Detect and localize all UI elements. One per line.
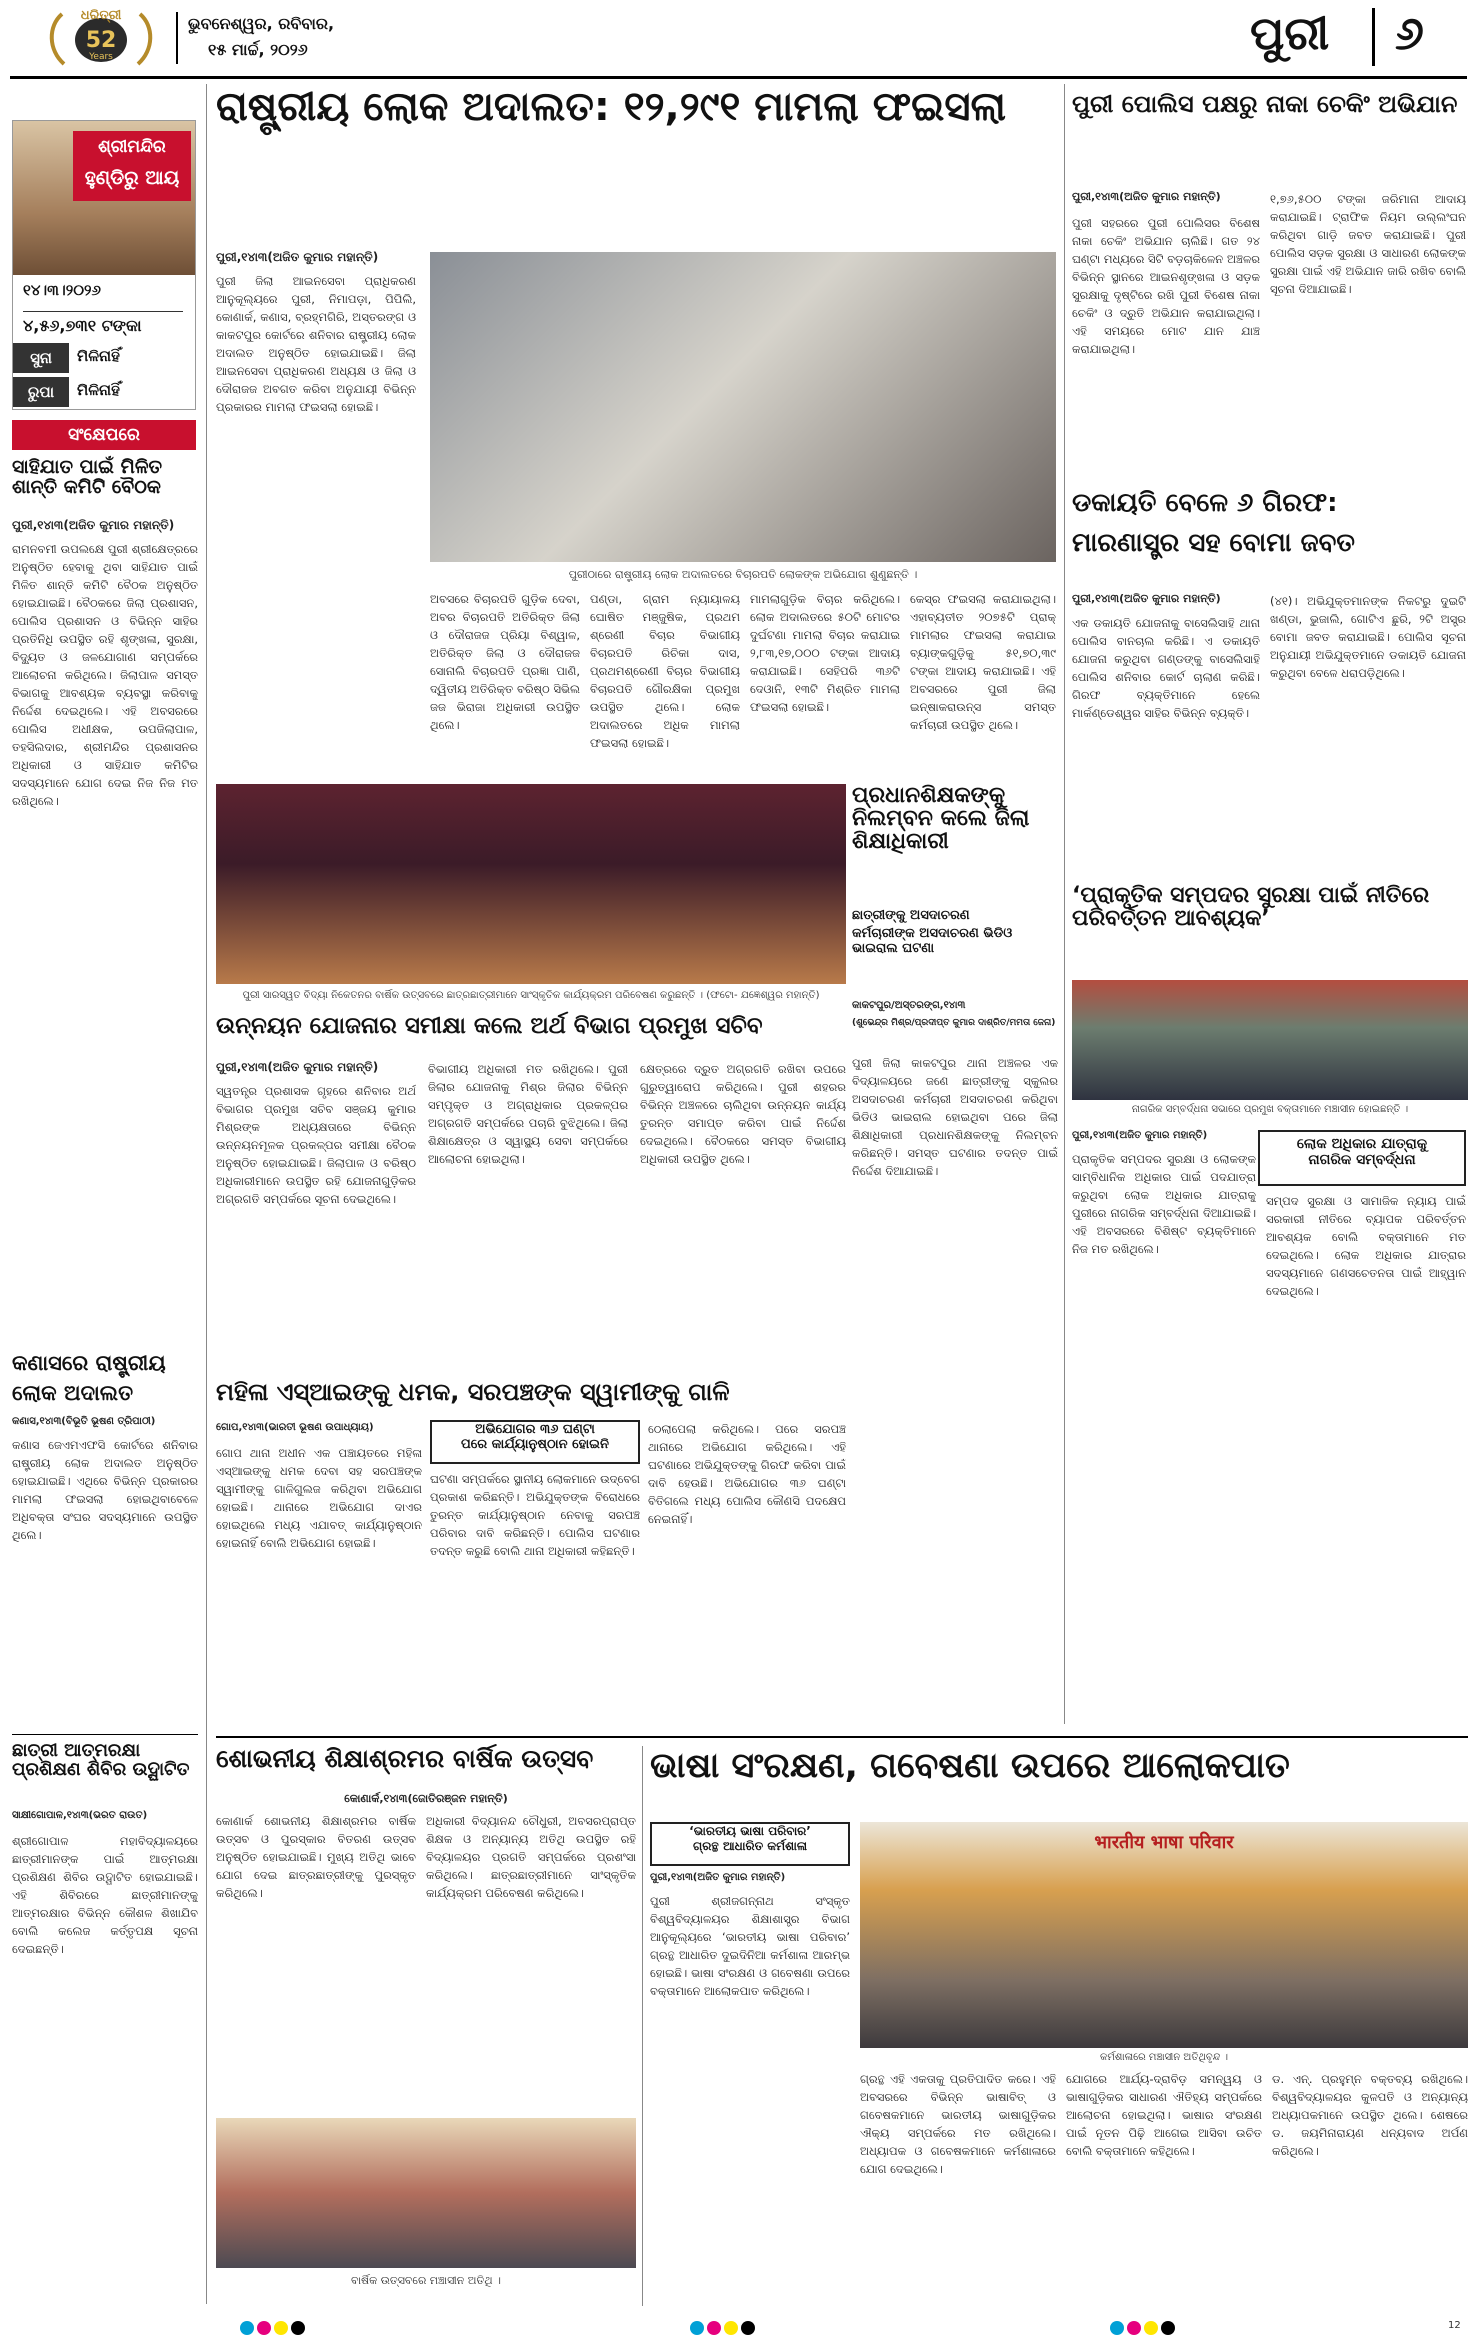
s2-headline: ପୁରୀ ପୋଲିସ ପକ୍ଷରୁ ନାକା ଚେକିଂ ଅଭିଯାନ (1072, 90, 1458, 118)
page-number: ୬ (1395, 6, 1424, 60)
s6-byline: ପୁରୀ,୧୪ା୩(ଅଜିତ କୁମାର ମହାନ୍ତି) (1072, 1130, 1208, 1141)
s1-col-a: ଅବସରେ ବିଚାରପତି ଗୁଡ଼ିକ ଦେବା, ଅବର ବିଚାରପତି ଅତିରିକ୍ତ ଜିଲା ଓ ଦୌରାଜଜ ପ୍ରିୟା ବିଶ୍ୱାଳ, ଅତିରିକ୍ତ ଜିଲା ଓ ଦୌରାଜଜ ସୋନାଲି ବିଚାରପତି ପ୍ରଜ୍ଞା ପାଣି, ଦ୍ୱିତୀୟ ଅତିରିକ୍ତ ବରିଷ୍ଠ ସିଭିଲ ଜଜ ଭିରାଜା ଅଧିକାରୀ ଉପସ୍ଥିତ ଥିଲେ। (430, 592, 580, 732)
s3-headline-line-2: ମାରଣାସ୍ତ୍ର ସହ ବୋମା ଜବତ (1072, 528, 1355, 558)
s11-photo (216, 2118, 636, 2268)
s2-body-a: ପୁରୀ ସହରରେ ପୁରୀ ପୋଲିସର ବିଶେଷ ନାକା ଚେକିଂ ଅଭିଯାନ ଚାଲିଛି। ଗତ ୨୪ ଘଣ୍ଟା ମଧ୍ୟରେ ସିଟି ବଡ଼ଚାକିଳେନ ଅଞ୍ଚଳର ବିଭିନ୍ନ ସ୍ଥାନରେ ଆଇନଶୃଙ୍ଖଳା ଓ ସଡ଼କ ସୁରକ୍ଷାକୁ ଦୃଷ୍ଟିରେ ରଖି ପୁରୀ ବିଶେଷ ନାକା ଚେକିଂ ଓ ଦ୍ରୁତି ଅଭିଯାନ କରାଯାଇଥିଲା। ଏହି ସମୟରେ ମୋଟ ଯାନ ଯାଞ୍ଚ କରାଯାଇଥିଲା। (1072, 216, 1260, 356)
s1-photo (430, 252, 1056, 562)
s11-body-a: କୋଣାର୍କ ଶୋଭନୀୟ ଶିକ୍ଷାଶ୍ରମର ବାର୍ଷିକ ଉତ୍ସବ ଓ ପୁରସ୍କାର ବିତରଣ ଉତ୍ସବ ଅନୁଷ୍ଠିତ ହୋଇଯାଇଛି। ମୁଖ୍ୟ ଅତିଥି ଭାବେ ଯୋଗ ଦେଇ ଛାତ୍ରଛାତ୍ରୀଙ୍କୁ ପୁରସ୍କୃତ କରିଥିଲେ। (216, 1814, 416, 1900)
masthead-divider (176, 12, 178, 64)
s3-body-a: ଏକ ଡକାୟତି ଯୋଜନାକୁ ବାସେଲିସାହି ଥାନା ପୋଲିସ ବାନଚାଲ କରିଛି। ଏ ଡକାୟତି ଯୋଜନା କରୁଥିବା ଗଣ୍ଡଙ୍କୁ ବାସେଲିସାହି ପୋଲିସ ଶନିବାର କୋର୍ଟ ଚାଲାଣ କରିଛି। ଗିରଫ ବ୍ୟକ୍ତିମାନେ ହେଲେ ମାର୍କଣ୍ଡେଶ୍ୱର ସାହିର ବିଭିନ୍ନ ବ୍ୟକ୍ତି। (1072, 616, 1260, 720)
section-name: ପୁରୀ (1250, 6, 1330, 60)
registration-marks-right (1110, 2320, 1178, 2339)
s11-headline: ଶୋଭନୀୟ ଶିକ୍ଷାଶ୍ରମର ବାର୍ଷିକ ଉତ୍ସବ (216, 1744, 594, 1773)
logo-name: ଧରିତ୍ରୀ (80, 8, 122, 23)
s6-photo (1072, 980, 1468, 1100)
logo-years-label: Years (89, 52, 113, 62)
s12-body-b: ଗ୍ରନ୍ଥ ଏହି ଏକତାକୁ ପ୍ରତିପାଦିତ କରେ। ଏହି ଅବସରରେ ବିଭିନ୍ନ ଭାଷାବିତ୍ ଓ ଗବେଷକମାନେ ଭାରତୀୟ ଭାଷାଗୁଡ଼ିକର ଐକ୍ୟ ସମ୍ପର୍କରେ ମତ ରଖିଥିଲେ। ଅଧ୍ୟାପକ ଓ ଗବେଷକମାନେ କର୍ମଶାଳାରେ ଯୋଗ ଦେଇଥିଲେ। (860, 2072, 1056, 2176)
s6-caption: ନାଗରିକ ସମ୍ବର୍ଦ୍ଧନା ସଭାରେ ପ୍ରମୁଖ ବକ୍ତାମାନେ ମଞ୍ଚାସୀନ ହୋଇଛନ୍ତି । (1131, 1104, 1409, 1115)
s12-body-c: ଯୋଗରେ ଆର୍ଯ୍ୟ-ଦ୍ରାବିଡ଼ ସମନ୍ୱୟ ଓ ଭାଷାଗୁଡ଼ିକର ସାଧାରଣ ଐତିହ୍ୟ ସମ୍ପର୍କରେ ଆଲୋଚନା ହୋଇଥିଲା। ଭାଷାର ସଂରକ୍ଷଣ ପାଇଁ ନୂତନ ପିଢ଼ି ଆଗେଇ ଆସିବା ଉଚିତ ବୋଲି ବକ୍ତାମାନେ କହିଥିଲେ। (1066, 2072, 1262, 2158)
s7-headline-line-1: କଣାସରେ ରାଷ୍ଟ୍ରୀୟ (12, 1351, 166, 1375)
s12-body-d: ଡ. ଏନ୍. ପ୍ରହୁମ୍ନ ବକ୍ତବ୍ୟ ରଖିଥିଲେ। ବିଶ୍ୱବିଦ୍ୟାଳୟର କୁଳପତି ଓ ଅନ୍ୟାନ୍ୟ ଅଧ୍ୟାପକମାନେ ଉପସ୍ଥିତ ଥିଲେ। ଶେଷରେ ଡ. ଜୟମିନାରାୟଣ ଧନ୍ୟବାଦ ଅର୍ପଣ କରିଥିଲେ। (1272, 2072, 1468, 2158)
s10-body-c: ଠେଲାପେଲା କରିଥିଲେ। ପରେ ସରପଞ୍ଚ ଥାନାରେ ଅଭିଯୋଗ କରିଥିଲେ। ଏହି ଘଟଣାରେ ଅଭିଯୁକ୍ତଙ୍କୁ ଗିରଫ କରିବା ପାଇଁ ଦାବି ହେଉଛି। ଅଭିଯୋଗର ୩୬ ଘଣ୍ଟା ବିତିଗଲେ ମଧ୍ୟ ପୋଲିସ କୌଣସି ପଦକ୍ଷେପ ନେଇନାହିଁ। (648, 1422, 846, 1526)
ad-gold-label: ସୁନା (13, 343, 69, 373)
s10-box (430, 1420, 640, 1464)
s6-box (1258, 1130, 1466, 1186)
s10-body-b: ଘଟଣା ସମ୍ପର୍କରେ ସ୍ଥାନୀୟ ଲୋକମାନେ ଉଦ୍ବେଗ ପ୍ରକାଶ କରିଛନ୍ତି। ଅଭିଯୁକ୍ତଙ୍କ ବିରୋଧରେ ତୁରନ୍ତ କାର୍ଯ୍ୟାନୁଷ୍ଠାନ ନେବାକୁ ସରପଞ୍ଚ ପରିବାର ଦାବି କରିଛନ୍ତି। ପୋଲିସ ଘଟଣାର ତଦନ୍ତ କରୁଛି ବୋଲି ଥାନା ଅଧିକାରୀ କହିଛନ୍ତି। (430, 1472, 640, 1558)
date-line-2: ୧୫ ମାର୍ଚ୍ଚ, ୨୦୨୬ (208, 40, 308, 59)
s1-byline: ପୁରୀ,୧୪ା୩(ଅଜିତ କୁମାର ମହାନ୍ତି) (216, 250, 379, 264)
s4-byline: କାକଟପୁର/ଅସ୍ତରଙ୍ଗ,୧୪ା୩ (852, 1000, 966, 1011)
s4-subhead-line-1: ଛାତ୍ରୀଙ୍କୁ ଅସଦାଚରଣ (852, 908, 970, 923)
ad-title-line-1: ଶ୍ରୀମନ୍ଦିର (98, 137, 166, 157)
s1-col-c: ମାମଲାଗୁଡ଼ିକ ବିଚାର କରିଥିଲେ। ଲୋକ ଅଦାଲତରେ ୫୦ଟି ମୋଟର ଦୁର୍ଘଟଣା ମାମଲା ବିଚାର କରାଯାଇ ୨,୮୩,୧୭,୦୦୦ ଟଙ୍କା ଆଦାୟ କରାଯାଇଛି। ସେହିପରି ୩୬ଟି ଦେଓାନି, ୧୩ଟି ମିଶ୍ରିତ ମାମଲା ଫଇସଲା ହୋଇଛି। (750, 592, 900, 714)
hundi-ad-box (12, 120, 196, 410)
ad-amount: ୪,୫୬,୭୩୧ ଟଙ୍କା (23, 311, 183, 336)
masthead-section-divider (1372, 8, 1375, 66)
s1-col-b: ପଣ୍ଡା, ଗ୍ରାମ ନ୍ୟାୟାଳୟ ଘୋଷିତ ମଞ୍ଜୁଷିକ, ପ୍ରଥମ ଶ୍ରେଣୀ ବିଚାର ବିଭାଗୀୟ ବିଚାରପତି ରିଚିକା ଦାସ, ପ୍ରଥମଶ୍ରେଣୀ ବିଚାର ବିଭାଗୀୟ ବିଚାରପତି ଗୌରକ୍ଷିକା ପ୍ରମୁଖ ଉପସ୍ଥିତ ଥିଲେ। ଲୋକ ଅଦାଲତରେ ଅଧିକ ମାମଲା ଫଇସଲା ହୋଇଛି। (590, 592, 740, 750)
s1-col-d: କେସ୍ର ଫଇସଲା କରାଯାଇଥିଲା। ଏହାବ୍ୟତୀତ ୨୦୭୫ଟି ପ୍ରାକ୍ ମାମଲାର ଫଇସଲା କରାଯାଇ ବ୍ୟାଙ୍କଗୁଡ଼ିକୁ ୫୧,୭୦,୩୯ ଟଙ୍କା ଆଦାୟ କରାଯାଇଛି। ଏହି ଅବସରରେ ପୁରୀ ଜିଲା ଇନ୍ଷାକରାଉନ୍ସ ସମସ୍ତ କର୍ମଚାରୀ ଉପସ୍ଥିତ ଥିଲେ। (910, 592, 1056, 732)
s5-caption: ପୁରୀ ସାରସ୍ୱତ ବିଦ୍ୟା ନିକେତନର ବାର୍ଷିକ ଉତ୍ସବରେ ଛାତ୍ରଛାତ୍ରୀମାନେ ସାଂସ୍କୃତିକ କାର୍ଯ୍ୟକ୍ରମ ପରିବେଷଣ କରୁଛନ୍ତି । (ଫଟୋ- ଯଜ୍ଞେଶ୍ୱର ମହାନ୍ତି) (242, 990, 820, 1001)
s8-top-rule (12, 1734, 198, 1735)
left-column-rule (206, 84, 207, 2304)
s4-subhead-line-2: କର୍ମଚାରୀଙ୍କ ଅସଦାଚରଣ ଭିଡିଓ ଭାଇରାଲ ଘଟଣା (852, 926, 1013, 956)
s9-headline: ସାହିଯାତ ପାଇଁ ମିଳିତ ଶାନ୍ତି କମିଟି ବୈଠକ (12, 456, 163, 498)
s8-body: ଶ୍ରୀଗୋପାଳ ମହାବିଦ୍ୟାଳୟରେ ଛାତ୍ରୀମାନଙ୍କ ପାଇଁ ଆତ୍ମରକ୍ଷା ପ୍ରଶିକ୍ଷଣ ଶିବିର ଉଦ୍ଘାଟିତ ହୋଇଯାଇଛି। ଏହି ଶିବିରରେ ଛାତ୍ରୀମାନଙ୍କୁ ଆତ୍ମରକ୍ଷାର ବିଭିନ୍ନ କୌଶଳ ଶିଖାଯିବ ବୋଲି କଲେଜ କର୍ତ୍ତୃପକ୍ଷ ସୂଚନା ଦେଇଛନ୍ତି। (12, 1834, 198, 1956)
s3-byline: ପୁରୀ,୧୪ା୩(ଅଜିତ କୁମାର ମହାନ୍ତି) (1072, 592, 1221, 605)
logo-years-number: 52 (85, 28, 117, 53)
registration-marks-center (690, 2320, 758, 2339)
s7-headline-line-2: ଲୋକ ଅଦାଲତ (12, 1381, 134, 1405)
ad-title-line-2: ହୁଣ୍ଡିରୁ ଆୟ (84, 167, 180, 189)
ad-silver-label: ରୁପା (13, 377, 69, 407)
ad-gold-value: ମିଳିନାହିଁ (77, 347, 120, 365)
ad-silver-value: ମିଳିନାହିଁ (77, 381, 120, 399)
s6-box-line-2: ନାଗରିକ ସମ୍ବର୍ଦ୍ଧନା (1308, 1152, 1416, 1168)
s12-caption: କର୍ମଶାଳାରେ ମଞ୍ଚାସୀନ ଅତିଥିବୃନ୍ଦ । (1100, 2052, 1228, 2063)
s11-caption: ବାର୍ଷିକ ଉତ୍ସବରେ ମଞ୍ଚାସୀନ ଅତିଥି । (351, 2274, 501, 2287)
s7-byline: କଣାସ,୧୪ା୩(ବିଭୂତି ଭୂଷଣ ତ୍ରିପାଠୀ) (12, 1416, 156, 1427)
s6-body-a: ପ୍ରାକୃତିକ ସମ୍ପଦର ସୁରକ୍ଷା ଓ ଲୋକଙ୍କ ସାମ୍ବିଧାନିକ ଅଧିକାର ପାଇଁ ପଦଯାତ୍ରା କରୁଥିବା ଲୋକ ଅଧିକାର ଯାତ୍ରାକୁ ପୁରୀରେ ନାଗରିକ ସମ୍ବର୍ଦ୍ଧନା ଦିଆଯାଇଛି। ଏହି ଅବସରରେ ବିଶିଷ୍ଟ ବ୍ୟକ୍ତିମାନେ ନିଜ ମତ ରଖିଥିଲେ। (1072, 1152, 1256, 1256)
s6-body-b: ସମ୍ପଦ ସୁରକ୍ଷା ଓ ସାମାଜିକ ନ୍ୟାୟ ପାଇଁ ସରକାରୀ ନୀତିରେ ବ୍ୟାପକ ପରିବର୍ତ୍ତନ ଆବଶ୍ୟକ ବୋଲି ବକ୍ତାମାନେ ମତ ଦେଇଥିଲେ। ଲୋକ ଅଧିକାର ଯାତ୍ରାର ସଦସ୍ୟମାନେ ଗଣସଚେତନତା ପାଇଁ ଆହ୍ୱାନ ଦେଇଥିଲେ। (1266, 1194, 1466, 1298)
s5-col-c: କ୍ଷେତ୍ରରେ ଦ୍ରୁତ ଅଗ୍ରଗତି ରଖିବା ଉପରେ ଗୁରୁତ୍ୱାରୋପ କରିଥିଲେ। ପୁରୀ ଶହରର ବିଭିନ୍ନ ଅଞ୍ଚଳରେ ଚାଲିଥିବା ଉନ୍ନୟନ କାର୍ଯ୍ୟ ତୁରନ୍ତ ସମାପ୍ତ କରିବା ପାଇଁ ନିର୍ଦ୍ଦେଶ ଦେଇଥିଲେ। ବୈଠକରେ ସମସ୍ତ ବିଭାଗୀୟ ଅଧିକାରୀ ଉପସ୍ଥିତ ଥିଲେ। (640, 1062, 846, 1166)
s7-body: କଣାସ ଜେଏମଏଫସି କୋର୍ଟରେ ଶନିବାର ରାଷ୍ଟ୍ରୀୟ ଲୋକ ଅଦାଲତ ଅନୁଷ୍ଠିତ ହୋଇଯାଇଛି। ଏଥିରେ ବିଭିନ୍ନ ପ୍ରକାରର ମାମଲା ଫଇସଲା ହୋଇଥିବାବେଳେ ଅଧିବକ୍ତା ସଂଘର ସଦସ୍ୟମାନେ ଉପସ୍ଥିତ ଥିଲେ। (12, 1438, 198, 1542)
logo-badge (42, 6, 160, 68)
s5-byline: ପୁରୀ,୧୪ା୩(ଅଜିତ କୁମାର ମହାନ୍ତି) (216, 1060, 379, 1074)
s11-body-b: ଅଧିକାରୀ ବିଦ୍ୟାନନ୍ଦ ଚୌଧୁରୀ, ଅବସରପ୍ରାପ୍ତ ଶିକ୍ଷକ ଓ ଅନ୍ୟାନ୍ୟ ଅତିଥି ଉପସ୍ଥିତ ରହି ବିଦ୍ୟାଳୟର ପ୍ରଗତି ସମ୍ପର୍କରେ ପ୍ରଶଂସା କରିଥିଲେ। ଛାତ୍ରଛାତ୍ରୀମାନେ ସାଂସ୍କୃତିକ କାର୍ଯ୍ୟକ୍ରମ ପରିବେଷଣ କରିଥିଲେ। (426, 1814, 636, 1900)
s3-headline-line-1: ଡକାୟତି ବେଳେ ୬ ଗିରଫ: (1072, 488, 1338, 518)
s8-byline: ସାକ୍ଷୀଗୋପାଳ,୧୪ା୩(ଭରତ ରାଉତ) (12, 1810, 148, 1821)
bottom-section-rule (216, 1736, 1468, 1738)
footer-bar (0, 2316, 1477, 2339)
s12-subhead-line-2: ଗ୍ରନ୍ଥ ଆଧାରିତ କର୍ମଶାଳା (692, 1839, 808, 1853)
s9-body: ରାମନବମୀ ଉପଲକ୍ଷେ ପୁରୀ ଶ୍ରୀକ୍ଷେତ୍ରରେ ଅନୁଷ୍ଠିତ ହେବାକୁ ଥିବା ସାହିଯାତ ପାଇଁ ମିଳିତ ଶାନ୍ତି କମିଟି ବୈଠକ ଅନୁଷ୍ଠିତ ହୋଇଯାଇଛି। ବୈଠକରେ ଜିଲା ପ୍ରଶାସନ, ପୋଲିସ ପ୍ରଶାସନ ଓ ବିଭିନ୍ନ ସାହିର ପ୍ରତିନିଧି ଉପସ୍ଥିତ ରହି ଶୃଙ୍ଖଳା, ସୁରକ୍ଷା, ବିଦ୍ୟୁତ ଓ ଜଳଯୋଗାଣ ସମ୍ପର୍କରେ ଆଲୋଚନା କରିଥିଲେ। ଜିଲାପାଳ ସମସ୍ତ ବିଭାଗକୁ ଆବଶ୍ୟକ ବ୍ୟବସ୍ଥା କରିବାକୁ ନିର୍ଦ୍ଦେଶ ଦେଇଥିଲେ। ଏହି ଅବସରରେ ପୋଲିସ ଅଧୀକ୍ଷକ, ଉପଜିଲାପାଳ, ତହସିଲଦାର, ଶ୍ରୀମନ୍ଦିର ପ୍ରଶାସନର ଅଧିକାରୀ ଓ ସାହିଯାତ କମିଟିର ସଦସ୍ୟମାନେ ଯୋଗ ଦେଇ ନିଜ ନିଜ ମତ ରଖିଥିଲେ। (12, 542, 198, 808)
brief-label: ସଂକ୍ଷେପରେ (12, 420, 196, 450)
s4-body: ପୁରୀ ଜିଲା କାକଟପୁର ଥାନା ଅଞ୍ଚଳର ଏକ ବିଦ୍ୟାଳୟରେ ଜଣେ ଛାତ୍ରୀଙ୍କୁ ସ୍କୁଲର ଅସଦାଚରଣ କର୍ମଚାରୀ ଅସଦାଚରଣ କରିଥିବା ଭିଡିଓ ଭାଇରାଲ ହୋଇଥିବା ପରେ ଜିଲା ଶିକ୍ଷାଧିକାରୀ ପ୍ରଧାନଶିକ୍ଷକଙ୍କୁ ନିଲମ୍ବନ କରିଛନ୍ତି। ସମସ୍ତ ଘଟଣାର ତଦନ୍ତ ପାଇଁ ନିର୍ଦ୍ଦେଶ ଦିଆଯାଇଛି। (852, 1056, 1058, 1178)
s12-headline: ଭାଷା ସଂରକ୍ଷଣ, ଗବେଷଣା ଉପରେ ଆଲୋକପାତ (650, 1746, 1290, 1786)
s1-caption: ପୁରୀଠାରେ ରାଷ୍ଟ୍ରୀୟ ଲୋକ ଅଦାଲତରେ ବିଚାରପତି ଲୋକଙ୍କ ଅଭିଯୋଗ ଶୁଣୁଛନ୍ତି । (568, 568, 918, 581)
s12-subhead-box (650, 1822, 850, 1866)
date-line-1: ଭୁବନେଶ୍ୱର, ରବିବାର, (188, 14, 335, 33)
s2-byline: ପୁରୀ,୧୪ା୩(ଅଜିତ କୁମାର ମହାନ୍ତି) (1072, 190, 1221, 203)
footer-page-mark: 12 (1448, 2320, 1461, 2331)
s12-subhead-line-1: ‘ଭାରତୀୟ ଭାଷା ପରିବାର’ (689, 1824, 811, 1838)
s10-headline: ମହିଳା ଏସ୍ଆଇଙ୍କୁ ଧମକ, ସରପଞ୍ଚଙ୍କ ସ୍ୱାମୀଙ୍କୁ ଗାଳି (216, 1378, 730, 1406)
s12-byline: ପୁରୀ,୧୪ା୩(ଅଜିତ କୁମାର ମହାନ୍ତି) (650, 1872, 786, 1883)
masthead-rule (10, 76, 1467, 79)
s4-headline: ପ୍ରଧାନଶିକ୍ଷକଙ୍କୁ ନିଲମ୍ବନ କଲେ ଜିଲା ଶିକ୍ଷାଧିକାରୀ (852, 783, 1030, 855)
s5-col-a: ସ୍ୱତନ୍ତ୍ର ପ୍ରଶାସକ ଗୃହରେ ଶନିବାର ଅର୍ଥ ବିଭାଗର ପ୍ରମୁଖ ସଚିବ ସଞ୍ଜୟ କୁମାର ମିଶ୍ରଙ୍କ ଅଧ୍ୟକ୍ଷତାରେ ବିଭିନ୍ନ ଉନ୍ନୟନମୂଳକ ପ୍ରକଳ୍ପର ସମୀକ୍ଷା ବୈଠକ ଅନୁଷ୍ଠିତ ହୋଇଯାଇଛି। ଜିଲାପାଳ ଓ ବରିଷ୍ଠ ଅଧିକାରୀମାନେ ଉପସ୍ଥିତ ରହି ଯୋଜନାଗୁଡ଼ିକର ଅଗ୍ରଗତି ସମ୍ପର୍କରେ ସୂଚନା ଦେଇଥିଲେ। (216, 1084, 416, 1206)
s5-col-b: ବିଭାଗୀୟ ଅଧିକାରୀ ମତ ରଖିଥିଲେ। ପୁରୀ ଜିଲାର ଯୋଜନାକୁ ମିଶ୍ର ଜିଲାର ବିଭିନ୍ନ ସମ୍ପୃକ୍ତ ଓ ଅଗ୍ରାଧିକାର ପ୍ରକଳ୍ପର ଅଗ୍ରଗତି ସମ୍ପର୍କରେ ପଚାରି ବୁଝିଥିଲେ। ଜିଲା ଶିକ୍ଷାକ୍ଷେତ୍ର ଓ ସ୍ୱାସ୍ଥ୍ୟ ସେବା ସମ୍ପର୍କରେ ଆଲୋଚନା ହୋଇଥିଲା। (428, 1062, 628, 1166)
masthead (0, 0, 1477, 74)
s10-body-a: ଗୋପ ଥାନା ଅଧୀନ ଏକ ପଞ୍ଚାୟତରେ ମହିଳା ଏସ୍ଆଇଙ୍କୁ ଧମକ ଦେବା ସହ ସରପଞ୍ଚଙ୍କ ସ୍ୱାମୀଙ୍କୁ ଗାଳିଗୁଲଜ କରିଥିବା ଅଭିଯୋଗ ହୋଇଛି। ଥାନାରେ ଅଭିଯୋଗ ଦାଏର ହୋଇଥିଲେ ମଧ୍ୟ ଏଯାବତ୍ କାର୍ଯ୍ୟାନୁଷ୍ଠାନ ହୋଇନାହିଁ ବୋଲି ଅଭିଯୋଗ ହୋଇଛି। (216, 1446, 422, 1550)
s12-photo (860, 1822, 1468, 2048)
s1-headline: ରାଷ୍ଟ୍ରୀୟ ଲୋକ ଅଦାଲତ: ୧୨,୨୯୧ ମାମଲା ଫଇସଲା (216, 84, 1006, 130)
s10-box-line-2: ପରେ କାର୍ଯ୍ୟାନୁଷ୍ଠାନ ହୋଇନି (461, 1437, 609, 1452)
s2-body-b: ୧,୭୬,୫୦୦ ଟଙ୍କା ଜରିମାନା ଆଦାୟ କରାଯାଇଛି। ଟ୍ରାଫିକ ନିୟମ ଉଲ୍ଲଂଘନ କରିଥିବା ଗାଡ଼ି ଜବତ କରାଯାଇଛି। ପୁରୀ ପୋଲିସ ସଡ଼କ ସୁରକ୍ଷା ଓ ସାଧାରଣ ଲୋକଙ୍କ ସୁରକ୍ଷା ପାଇଁ ଏହି ଅଭିଯାନ ଜାରି ରଖିବ ବୋଲି ସୂଚନା ଦିଆଯାଇଛି। (1270, 192, 1466, 296)
s5-headline: ଉନ୍ନୟନ ଯୋଜନାର ସମୀକ୍ଷା କଲେ ଅର୍ଥ ବିଭାଗ ପ୍ରମୁଖ ସଚିବ (216, 1013, 763, 1039)
s6-headline: ‘ପ୍ରାକୃତିକ ସମ୍ପଦର ସୁରକ୍ଷା ପାଇଁ ନୀତିରେ ପରିବର୍ତ୍ତନ ଆବଶ୍ୟକ’ (1072, 883, 1430, 932)
s9-byline: ପୁରୀ,୧୪ା୩(ଅଜିତ କୁମାର ମହାନ୍ତି) (12, 518, 175, 532)
s5-photo (216, 784, 846, 984)
right-column-rule (1064, 84, 1065, 1724)
ad-date: ୧୪।୩।୨୦୨୬ (23, 281, 101, 299)
ad-title-box (73, 131, 191, 201)
s3-body-b: (୪୧)। ଅଭିଯୁକ୍ତମାନଙ୍କ ନିକଟରୁ ଦୁଇଟି ଖଣ୍ଡା, ଭୁଜାଲି, ଗୋଟିଏ ଛୁରି, ୨ଟି ଅସ୍ତ୍ର ବୋମା ଜବତ କରାଯାଇଛି। ପୋଲିସ ସୂଚନା ଅନୁଯାୟୀ ଅଭିଯୁକ୍ତମାନେ ଡକାୟତି ଯୋଜନା କରୁଥିବା ବେଳେ ଧରାପଡ଼ିଥିଲେ। (1270, 594, 1466, 680)
s1-body: ପୁରୀ ଜିଲା ଆଇନସେବା ପ୍ରାଧିକରଣ ଆନୁକୂଲ୍ୟରେ ପୁରୀ, ନିମାପଡ଼ା, ପିପିଲି, କୋଣାର୍କ, କଣାସ, ବ୍ରହ୍ମଗିରି, ଅସ୍ତରଙ୍ଗ ଓ କାକଟପୁର କୋର୍ଟରେ ଶନିବାର ରାଷ୍ଟ୍ରୀୟ ଲୋକ ଅଦାଲତ ଅନୁଷ୍ଠିତ ହୋଇଯାଇଛି। ଜିଲା ଆଇନସେବା ପ୍ରାଧିକରଣ ଅଧ୍ୟକ୍ଷ ଓ ଜିଲା ଓ ଦୌରାଜଜ ଅବଗତ କରିବା ଅନୁଯାୟୀ ବିଭିନ୍ନ ପ୍ରକାରର ମାମଲା ଫଇସଲା ହୋଇଛି। (216, 274, 416, 414)
s10-box-line-1: ଅଭିଯୋଗର ୩୬ ଘଣ୍ଟା (475, 1422, 595, 1437)
s12-body-a: ପୁରୀ ଶ୍ରୀଜଗନ୍ନାଥ ସଂସ୍କୃତ ବିଶ୍ୱବିଦ୍ୟାଳୟର ଶିକ୍ଷାଶାସ୍ତ୍ର ବିଭାଗ ଆନୁକୂଲ୍ୟରେ ‘ଭାରତୀୟ ଭାଷା ପରିବାର’ ଗ୍ରନ୍ଥ ଆଧାରିତ ଦୁଇଦିନିଆ କର୍ମଶାଳା ଆରମ୍ଭ ହୋଇଛି। ଭାଷା ସଂରକ୍ଷଣ ଓ ଗବେଷଣା ଉପରେ ବକ୍ତାମାନେ ଆଲୋକପାତ କରିଥିଲେ। (650, 1894, 850, 1998)
s4-byline-2: (ଶୁଭେନ୍ଦ୍ର ମିଶ୍ର/ପ୍ରଦୀପ୍ତ କୁମାର ଦାଶ୍ରିତ/ମମତା ଜେନା) (852, 1018, 1056, 1028)
s10-byline: ଗୋପ,୧୪ା୩(ଭାରତୀ ଭୂଷଣ ଉପାଧ୍ୟାୟ) (216, 1422, 374, 1433)
registration-marks-left (240, 2320, 308, 2339)
s11-s12-divider (642, 1746, 643, 2306)
s11-byline: କୋଣାର୍କ,୧୪ା୩(ଜୋତିରଞ୍ଜନ ମହାନ୍ତି) (344, 1792, 508, 1805)
s6-box-line-1: ଲୋକ ଅଧିକାର ଯାତ୍ରାକୁ (1296, 1136, 1428, 1152)
s8-headline: ଛାତ୍ରୀ ଆତ୍ମରକ୍ଷା ପ୍ରଶିକ୍ଷଣ ଶିବିର ଉଦ୍ଘାଟିତ (12, 1740, 190, 1780)
s12-banner-text: भारतीय भाषा परिवार (1094, 1832, 1234, 1853)
